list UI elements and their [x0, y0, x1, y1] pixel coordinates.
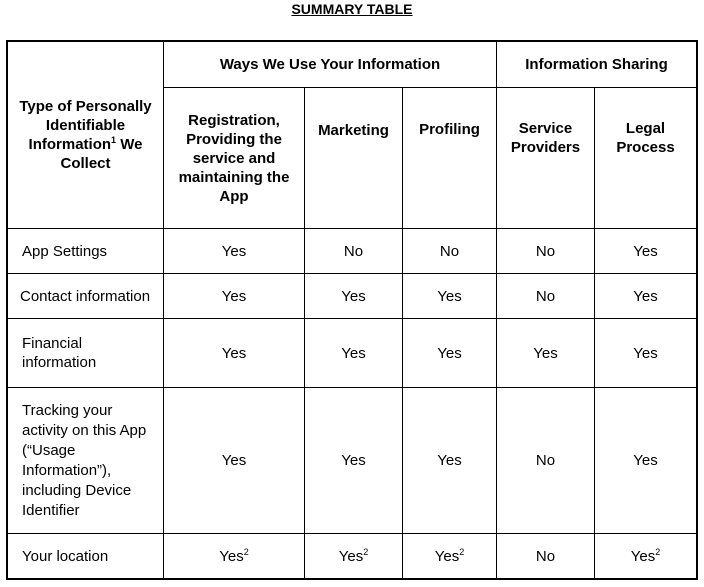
row-label-your-location: Your location [22, 547, 109, 565]
table-cell: Yes [633, 344, 658, 362]
column-header-registration: Registration, Providing the service and maintaining the App [178, 111, 290, 205]
row-label-app-settings: App Settings [22, 242, 108, 260]
table-cell: Yes [341, 287, 366, 305]
row-label-usage-information: Tracking your activity on this App (“Usage Information”), including Device Identifier [22, 401, 147, 519]
table-border-right [696, 40, 698, 580]
table-cell: Yes [533, 344, 558, 362]
table-cell: Yes [633, 287, 658, 305]
table-cell: Yes [221, 242, 247, 260]
column-header-service-providers: Service Providers [510, 120, 581, 156]
table-cell: Yes [633, 452, 658, 469]
table-cell: Yes$^2$ [219, 546, 249, 565]
table-cell: Yes$^2$ [338, 546, 369, 565]
table-cell: Yes [341, 452, 366, 469]
group-header-use: Ways We Use Your Information [219, 56, 441, 73]
table-cell: No [343, 242, 364, 260]
table-cell: Yes [341, 344, 366, 362]
table-cell: Yes [437, 287, 462, 305]
type-column-header: Type of Personally Identifiable Information$^1$ We Collect [19, 98, 152, 172]
table-cell: Yes$^2$ [434, 546, 465, 565]
column-header-profiling: Profiling [419, 120, 480, 138]
table-cell: Yes [437, 452, 462, 469]
page-title: SUMMARY TABLE [291, 1, 413, 17]
column-header-marketing: Marketing [318, 121, 389, 139]
table-cell: Yes [437, 344, 462, 362]
table-cell: Yes [633, 242, 658, 260]
row-label-financial-information: Financial information [22, 335, 97, 371]
table-cell: Yes [221, 287, 247, 305]
table-cell: No [535, 242, 556, 260]
row-label-contact-information: Contact information [20, 287, 151, 305]
table-cell: No [535, 452, 556, 469]
table-cell: No [535, 547, 556, 565]
table-cell: No [535, 287, 556, 305]
table-cell: Yes [221, 344, 247, 362]
column-header-legal-process: Legal Process [616, 120, 675, 156]
table-cell: Yes$^2$ [630, 546, 661, 565]
group-header-sharing: Information Sharing [525, 56, 668, 73]
table-cell: No [439, 242, 460, 260]
table-cell: Yes [221, 452, 247, 469]
